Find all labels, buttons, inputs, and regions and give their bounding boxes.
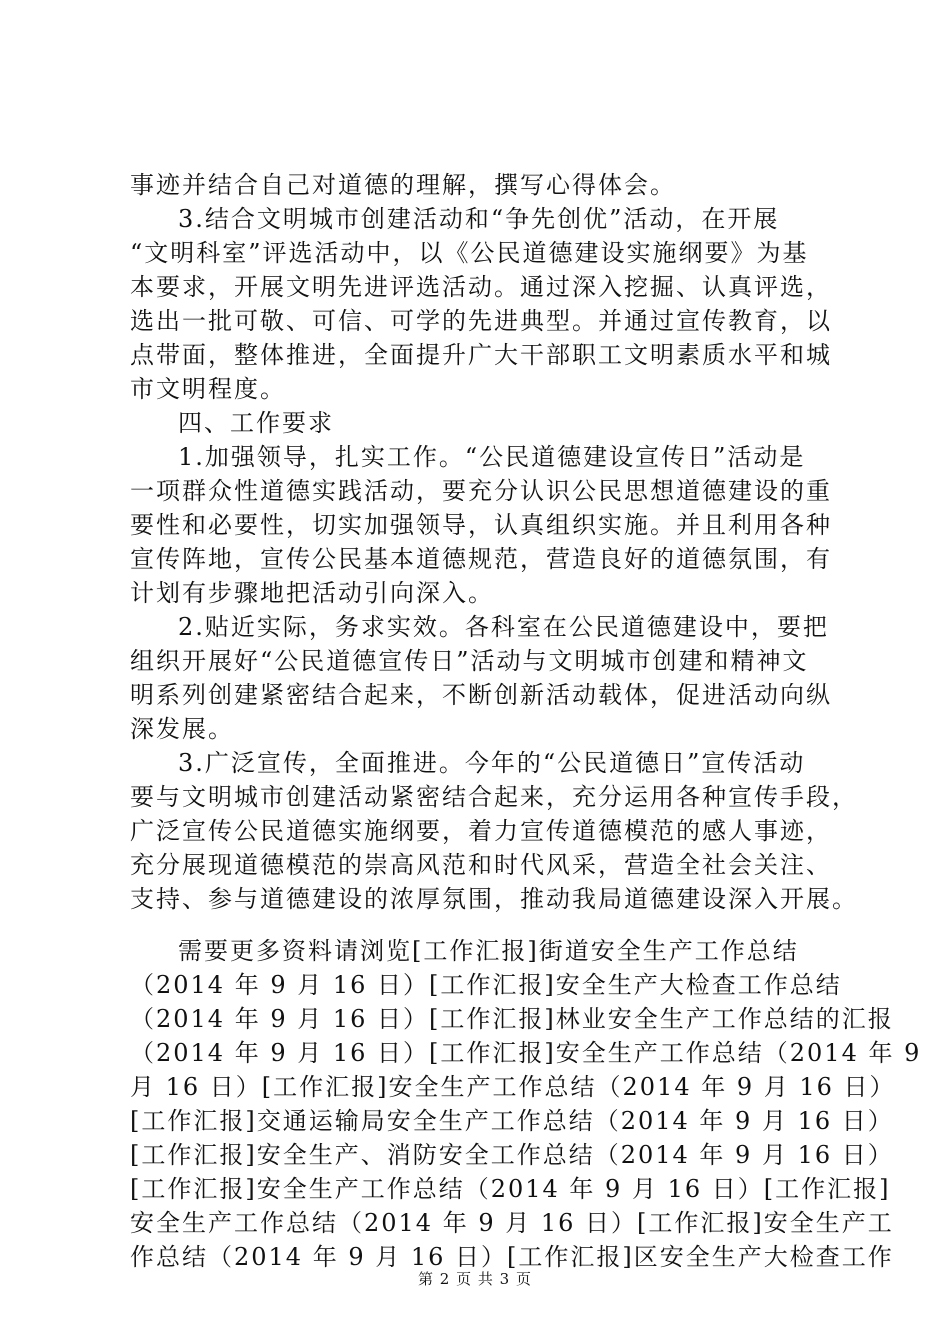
text-line: 明系列创建紧密结合起来，不断创新活动载体，促进活动向纵 [130, 681, 832, 709]
text-line: “文明科室”评选活动中，以《公民道德建设实施纲要》为基 [130, 239, 809, 267]
text-line: 点带面，整体推进，全面提升广大干部职工文明素质水平和城 [130, 341, 832, 369]
text-line: 1.加强领导，扎实工作。“公民道德建设宣传日”活动是 [178, 443, 806, 471]
text-line: 支持、参与道德建设的浓厚氛围，推动我局道德建设深入开展。 [130, 885, 858, 913]
document-body [130, 168, 922, 1274]
text-line: 要与文明城市创建活动紧密结合起来，充分运用各种宣传手段， [130, 783, 858, 811]
text-line: 一项群众性道德实践活动，要充分认识公民思想道德建设的重 [130, 477, 832, 505]
more-resources-paragraph [130, 934, 922, 1274]
resource-text-line: [工作汇报]安全生产、消防安全工作总结（2014 年 9 月 16 日） [130, 1141, 894, 1169]
resource-text-line: 需要更多资料请浏览[工作汇报]街道安全生产工作总结 [178, 937, 799, 965]
resource-text-line: 安全生产工作总结（2014 年 9 月 16 日）[工作汇报]安全生产工 [130, 1209, 894, 1237]
text-line: 深发展。 [130, 715, 234, 743]
text-line: 广泛宣传公民道德实施纲要，着力宣传道德模范的感人事迹， [130, 817, 832, 845]
resource-text-line: [工作汇报]交通运输局安全生产工作总结（2014 年 9 月 16 日） [130, 1107, 894, 1135]
main-paragraphs [130, 168, 858, 916]
text-line: 事迹并结合自己对道德的理解，撰写心得体会。 [130, 171, 676, 199]
page-footer: 第 2 页 共 3 页 [418, 1270, 532, 1288]
section-gap [130, 916, 830, 934]
text-line: 3.结合文明城市创建活动和“争先创优”活动，在开展 [178, 205, 780, 233]
resource-text-line: （2014 年 9 月 16 日）[工作汇报]安全生产工作总结（2014 年 9 [130, 1039, 922, 1067]
resource-text-line: （2014 年 9 月 16 日）[工作汇报]安全生产大检查工作总结 [130, 971, 842, 999]
text-line: 计划有步骤地把活动引向深入。 [130, 579, 494, 607]
text-line: 本要求，开展文明先进评选活动。通过深入挖掘、认真评选， [130, 273, 832, 301]
text-line: 要性和必要性，切实加强领导，认真组织实施。并且利用各种 [130, 511, 832, 539]
text-line: 选出一批可敬、可信、可学的先进典型。并通过宣传教育，以 [130, 307, 832, 335]
resource-text-line: 作总结（2014 年 9 月 16 日）[工作汇报]区安全生产大检查工作 [130, 1243, 894, 1271]
resource-text-line: [工作汇报]安全生产工作总结（2014 年 9 月 16 日）[工作汇报] [130, 1175, 891, 1203]
text-line: 宣传阵地，宣传公民基本道德规范，营造良好的道德氛围，有 [130, 545, 832, 573]
resource-text-line: 月 16 日）[工作汇报]安全生产工作总结（2014 年 9 月 16 日） [130, 1073, 896, 1101]
text-line: 2.贴近实际，务求实效。各科室在公民道德建设中，要把 [178, 613, 829, 641]
text-line: 四、工作要求 [178, 409, 334, 437]
text-line: 3.广泛宣传，全面推进。今年的“公民道德日”宣传活动 [178, 749, 806, 777]
text-line: 市文明程度。 [130, 375, 286, 403]
text-line: 充分展现道德模范的崇高风范和时代风采，营造全社会关注、 [130, 851, 832, 879]
resource-text-line: （2014 年 9 月 16 日）[工作汇报]林业安全生产工作总结的汇报 [130, 1005, 894, 1033]
text-line: 组织开展好“公民道德宣传日”活动与文明城市创建和精神文 [130, 647, 809, 675]
